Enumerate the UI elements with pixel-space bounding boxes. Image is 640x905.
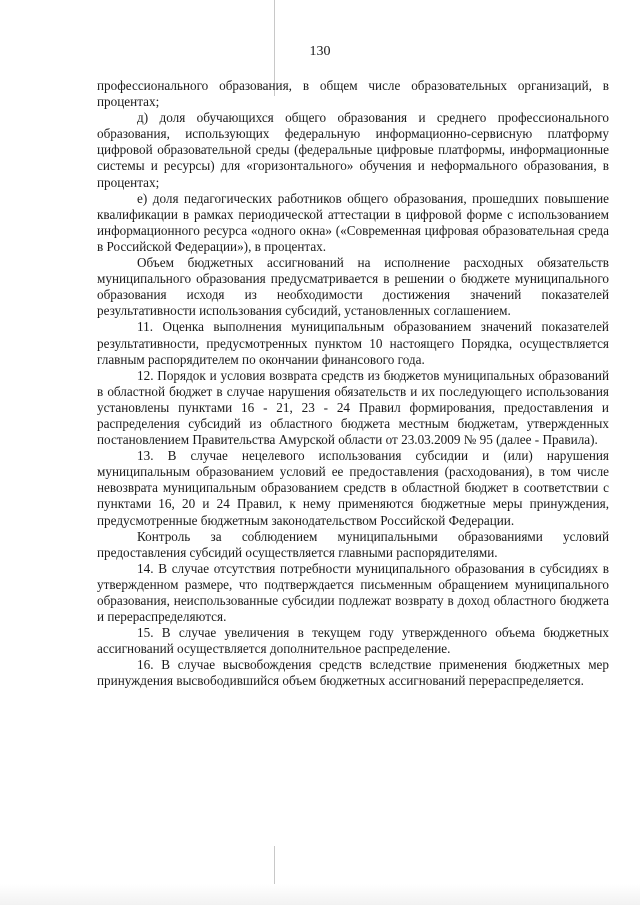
paragraph-15: 15. В случае увеличения в текущем году утвержденного объема бюджетных ассигнований осуществляется дополнительное распределение. <box>97 625 609 657</box>
scan-bottom-edge <box>0 884 640 905</box>
paragraph-16: 16. В случае высвобождения средств вследствие применения бюджетных мер принуждения высвободившийся объем бюджетных ассигнований перераспределяется. <box>97 657 609 689</box>
document-body <box>97 78 609 690</box>
paragraph-12: 12. Порядок и условия возврата средств из бюджетов муниципальных образований в областной бюджет в случае нарушения обязательств и их последующего использования установлены пунктами 16 - 21, 23 - 24 Правил формирования, предоставления и распределения субсидий из областного бюджета местным бюджетам, утвержденных постановлением Правительства Амурской области от 23.03.2009 № 95 (далее - Правила). <box>97 367 609 448</box>
paragraph-item-d: д) доля обучающихся общего образования и среднего профессионального образования, использующих федеральную информационно-сервисную платформу цифровой образовательной среды (федеральные цифровые платформы, информационные системы и ресурсы) для «горизонтального» обучения и неформального образования, в процентах; <box>97 110 609 190</box>
paragraph-11: 11. Оценка выполнения муниципальным образованием значений показателей результативности, предусмотренных пунктом 10 настоящего Порядка, осуществляется главным распорядителем по окончании финансового года. <box>97 319 609 367</box>
paragraph-14: 14. В случае отсутствия потребности муниципального образования в субсидиях в утвержденном размере, что подтверждается письменным обращением муниципального образования, неиспользованные субсидии подлежат возврату в доход областного бюджета и перераспределяются. <box>97 560 609 625</box>
paragraph-item-e: е) доля педагогических работников общего образования, прошедших повышение квалификации в рамках периодической аттестации в цифровой форме с использованием информационного ресурса «одного окна» («Современная цифровая образовательная среда в Российской Федерации»), в процентах. <box>97 190 609 254</box>
paragraph-control: Контроль за соблюдением муниципальными образованиями условий предоставления субсидий осуществляется главными распорядителями. <box>97 528 609 560</box>
paragraph-budget-volume: Объем бюджетных ассигнований на исполнение расходных обязательств муниципального образования предусматривается в решении о бюджете муниципального образования исходя из необходимости достижения значений показателей результативности использования субсидий, установленных соглашением. <box>97 255 609 319</box>
paragraph-13: 13. В случае нецелевого использования субсидии и (или) нарушения муниципальным образованием условий ее предоставления (расходования), в том числе невозврата муниципальным образованием средств в областной бюджет в соответствии с пунктами 16, 20 и 24 Правил, к нему применяются бюджетные меры принуждения, предусмотренные бюджетным законодательством Российской Федерации. <box>97 448 609 528</box>
paragraph-1: профессионального образования, в общем числе образовательных организаций, в процентах; <box>97 78 609 110</box>
page-number: 130 <box>309 44 331 59</box>
